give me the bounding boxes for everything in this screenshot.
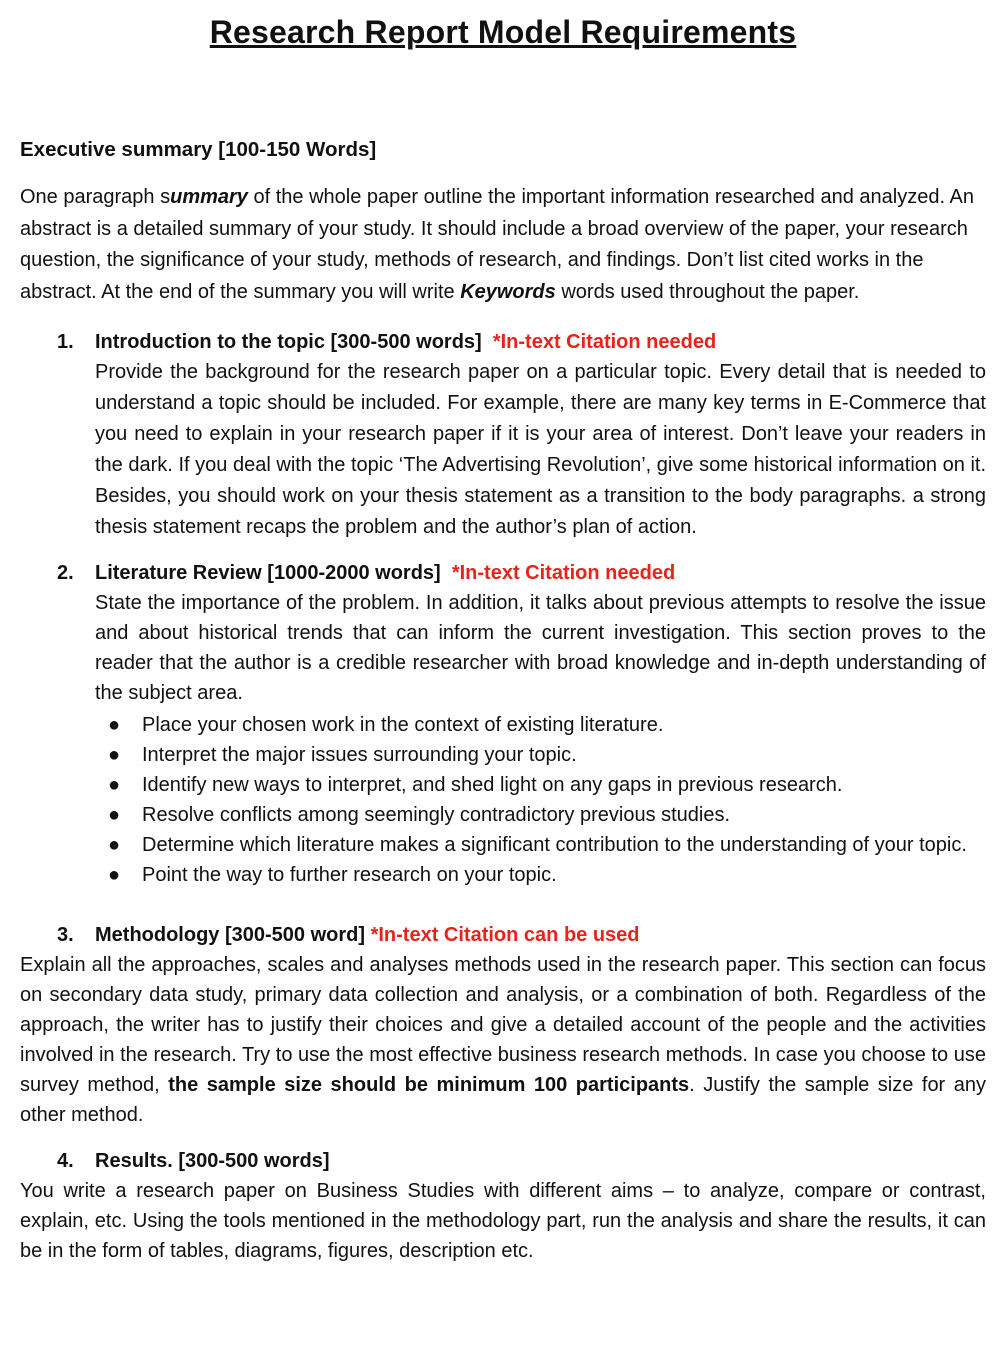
list-item bbox=[108, 710, 986, 740]
section-results bbox=[20, 1146, 986, 1266]
section-heading bbox=[57, 558, 986, 588]
list-item-text: Place your chosen work in the context of existing literature. bbox=[142, 714, 664, 736]
page-title: Research Report Model Requirements bbox=[209, 14, 797, 50]
bullet-icon: ● bbox=[108, 714, 121, 736]
list-item-text: Point the way to further research on your topic. bbox=[142, 864, 557, 886]
exec-text-b: of the whole paper outline the important information researched and analyzed. An abstract is a detailed summary of your study. It should include a broad overview of the paper, your research question, the significance of your study, methods of research, and findings. Don’t list cited works in the abstract. At the end of the summary you will write bbox=[20, 186, 974, 303]
citation-note: *In-text Citation needed bbox=[492, 331, 717, 353]
exec-keywords: Keywords bbox=[460, 280, 556, 303]
section-title: Methodology [300-500 word] bbox=[95, 924, 366, 946]
list-item-text: Interpret the major issues surrounding your topic. bbox=[142, 744, 577, 766]
section-number: 2. bbox=[57, 562, 74, 584]
section-body: State the importance of the problem. In addition, it talks about previous attempts to resolve the issue and about historical trends that can inform the current investigation. This section proves to the reader that the author is a credible researcher with broad knowledge and in-depth understanding of the subject area. bbox=[95, 592, 986, 704]
executive-summary-paragraph bbox=[20, 182, 986, 308]
section-heading bbox=[57, 1146, 986, 1176]
methodology-text-c: . Justify the sample size for any other method. bbox=[20, 1074, 986, 1126]
section-literature-review bbox=[20, 558, 986, 890]
literature-bullet-list bbox=[95, 710, 986, 890]
list-item-text: Determine which literature makes a significant contribution to the understanding of your topic. bbox=[142, 834, 967, 856]
section-number: 1. bbox=[57, 331, 74, 353]
exec-text-c: words used throughout the paper. bbox=[555, 280, 860, 303]
list-item-text: Resolve conflicts among seemingly contradictory previous studies. bbox=[142, 804, 731, 826]
exec-text-emphasis: ummary bbox=[170, 186, 248, 208]
bullet-icon: ● bbox=[108, 804, 121, 826]
section-introduction bbox=[20, 327, 986, 543]
list-item bbox=[108, 770, 986, 800]
section-heading bbox=[57, 327, 986, 357]
section-number: 4. bbox=[57, 1150, 74, 1172]
section-heading bbox=[57, 920, 986, 950]
section-body bbox=[20, 950, 986, 1130]
exec-text-a: One paragraph s bbox=[20, 186, 171, 208]
list-item bbox=[108, 800, 986, 830]
list-item bbox=[108, 860, 986, 890]
bullet-icon: ● bbox=[108, 744, 121, 766]
section-title: Results. [300-500 words] bbox=[95, 1150, 330, 1172]
bullet-icon: ● bbox=[108, 864, 121, 886]
section-title: Introduction to the topic [300-500 words] bbox=[95, 331, 482, 353]
citation-note: *In-text Citation needed bbox=[451, 562, 676, 584]
section-methodology bbox=[20, 920, 986, 1130]
bullet-icon: ● bbox=[108, 774, 121, 796]
list-item bbox=[108, 830, 986, 860]
methodology-sample-size: the sample size should be minimum 100 participants bbox=[168, 1074, 690, 1096]
executive-summary-heading: Executive summary [100-150 Words] bbox=[20, 138, 377, 161]
section-body: You write a research paper on Business Studies with different aims – to analyze, compare or contrast, explain, etc. Using the tools mentioned in the methodology part, run the analysis and share the results, it can be in the form of tables, diagrams, figures, description etc. bbox=[20, 1180, 986, 1262]
section-number: 3. bbox=[57, 924, 74, 946]
list-item bbox=[108, 740, 986, 770]
methodology-text-a: Explain all the approaches, scales and analyses methods used in the research paper. This section can focus on secondary data study, primary data collection and analysis, or a combination of both. Regardless of the approach, the writer has to justify their choices and give a detailed account of the people and the activities involved in the research. Try to use the most effective business research methods. In case you choose to use survey method, bbox=[20, 954, 986, 1096]
list-item-text: Identify new ways to interpret, and shed light on any gaps in previous research. bbox=[142, 774, 843, 796]
section-title: Literature Review [1000-2000 words] bbox=[95, 562, 441, 584]
bullet-icon: ● bbox=[108, 834, 121, 856]
citation-note: *In-text Citation can be used bbox=[370, 924, 640, 946]
section-body: Provide the background for the research paper on a particular topic. Every detail that is needed to understand a topic should be included. For example, there are many key terms in E-Commerce that you need to explain in your research paper if it is your area of interest. Don’t leave your readers in the dark. If you deal with the topic ‘The Advertising Revolution’, give some historical information on it. Besides, you should work on your thesis statement as a transition to the body paragraphs. a strong thesis statement recaps the problem and the author’s plan of action. bbox=[95, 361, 986, 538]
